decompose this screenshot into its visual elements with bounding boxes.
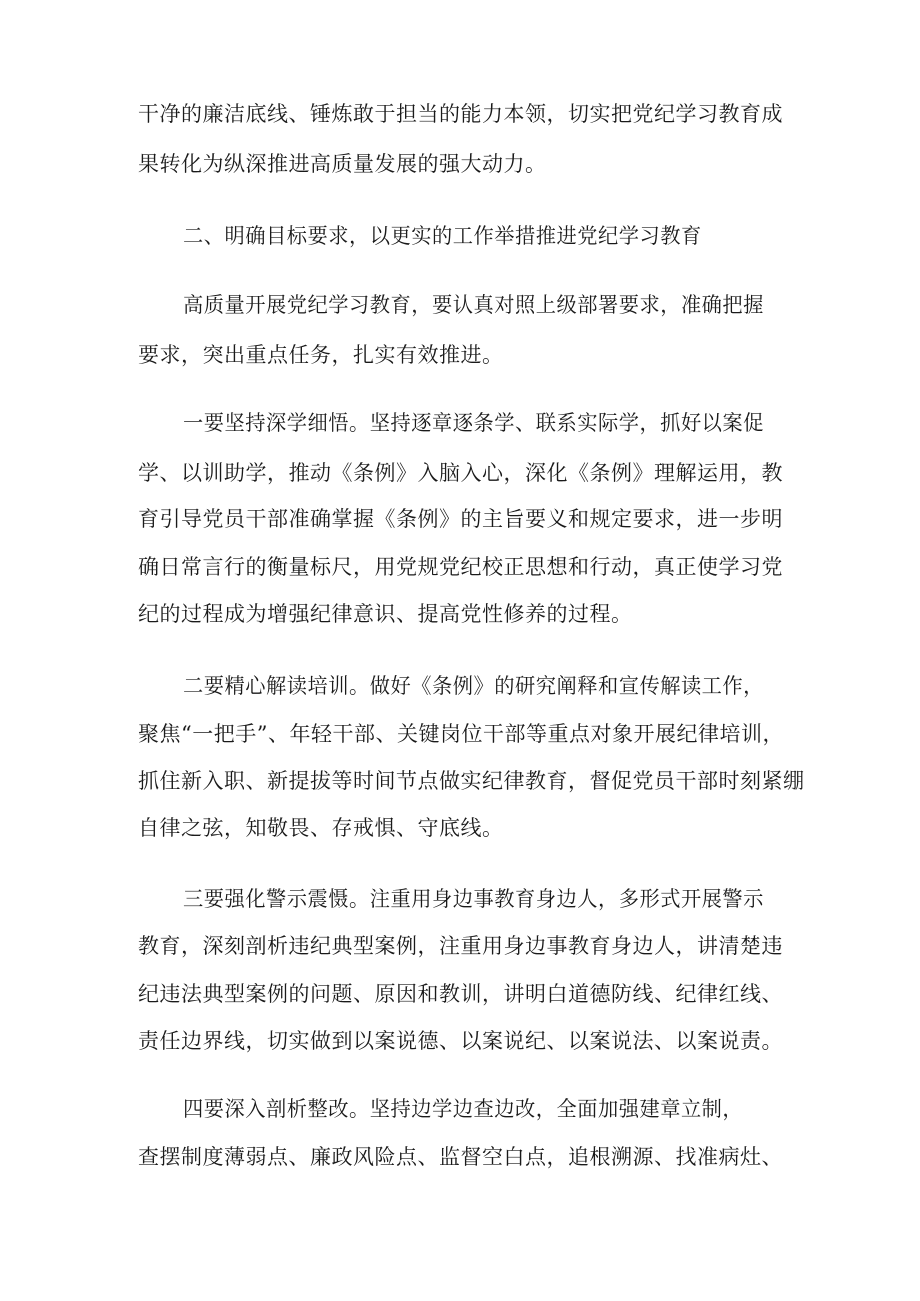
text-line: 育引导党员干部准确掌握《条例》的主旨要义和规定要求，进一步明 (138, 507, 783, 531)
section-heading: 二、明确目标要求，以更实的工作举措推进党纪学习教育 (183, 224, 702, 248)
text-line: 教育，深刻剖析违纪典型案例，注重用身边事教育身边人，讲清楚违 (138, 934, 783, 958)
text-line: 自律之弦，知敬畏、存戒惧、守底线。 (138, 816, 504, 840)
text-line: 查摆制度薄弱点、廉政风险点、监督空白点，追根溯源、找准病灶、 (138, 1145, 783, 1169)
text-line: 果转化为纵深推进高质量发展的强大动力。 (138, 152, 547, 176)
text-line: 纪的过程成为增强纪律意识、提高党性修养的过程。 (138, 602, 633, 626)
text-line: 学、以训助学，推动《条例》入脑入心，深化《条例》理解运用，教 (138, 461, 783, 485)
text-line: 确日常言行的衡量标尺，用党规党纪校正思想和行动，真正使学习党 (138, 555, 783, 579)
text-line: 纪违法典型案例的问题、原因和教训，讲明白道德防线、纪律红线、 (138, 982, 783, 1006)
text-line: 三要强化警示震慑。注重用身边事教育身边人，多形式开展警示 (183, 887, 764, 911)
text-line: 高质量开展党纪学习教育，要认真对照上级部署要求，准确把握 (183, 293, 764, 317)
text-line: 要求，突出重点任务，扎实有效推进。 (138, 343, 504, 367)
text-line: 一要坚持深学细悟。坚持逐章逐条学、联系实际学，抓好以案促 (183, 411, 764, 435)
text-line: 聚焦“一把手”、年轻干部、关键岗位干部等重点对象开展纪律培训， (138, 722, 784, 746)
text-line: 干净的廉洁底线、锤炼敢于担当的能力本领，切实把党纪学习教育成 (138, 102, 783, 126)
text-line: 抓住新入职、新提拔等时间节点做实纪律教育，督促党员干部时刻紧绷 (138, 769, 805, 793)
text-line: 四要深入剖析整改。坚持边学边查边改，全面加强建章立制， (183, 1097, 744, 1121)
text-line: 责任边界线，切实做到以案说德、以案说纪、以案说法、以案说责。 (138, 1029, 783, 1053)
text-line: 二要精心解读培训。做好《条例》的研究阐释和宣传解读工作， (183, 674, 764, 698)
